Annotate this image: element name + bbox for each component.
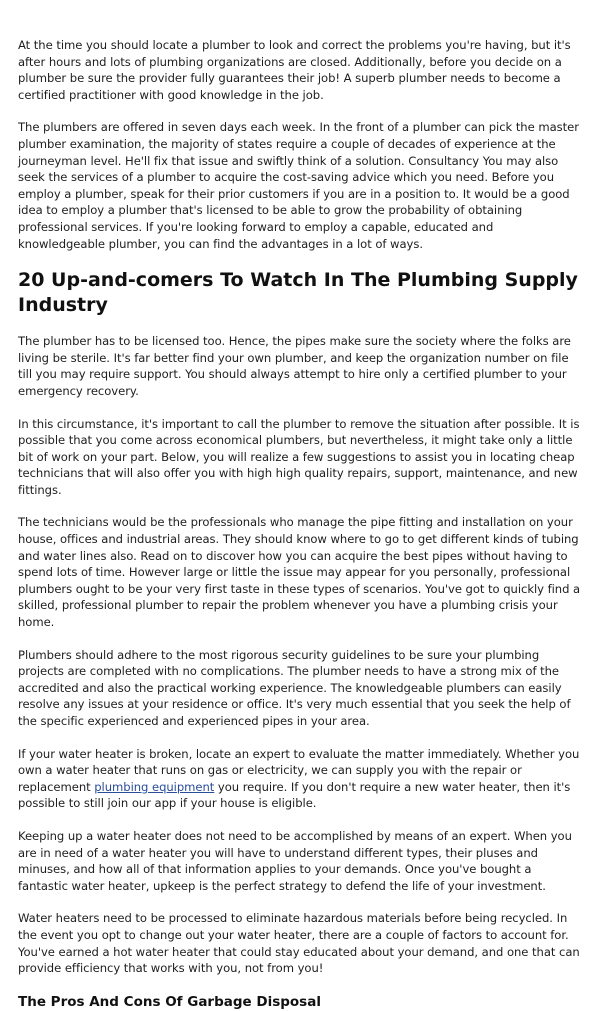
paragraph-circumstance: In this circumstance, it's important to call the plumber to remove the situation after possible. It is possible that you come across economical plumbers, but nevertheless, it might take only a little bit of work on your part. Below, you will realize a few suggestions to assist you in locating cheap technicians that will also offer you with high high quality repairs, support, maintenance, and new fittings. bbox=[18, 416, 580, 497]
paragraph-keeping-up: Keeping up a water heater does not need to be accomplished by means of an expert. When you are in need of a water heater you will have to understand different types, their pluses and minuses, and how all of that information applies to your demands. Once you've bought a fantastic water heater, upkeep is the perfect strategy to defend the life of your investment. bbox=[18, 828, 572, 893]
paragraph-licensed: The plumber has to be licensed too. Hence, the pipes make sure the society where the folks are living be sterile. It's far better find your own plumber, and keep the organization number on file till you may require support. You should always attempt to hire only a certified plumber to your emergency recovery. bbox=[18, 334, 571, 398]
section-heading-plumbing-supply: 20 Up-and-comers To Watch In The Plumbing Supply Industry bbox=[18, 269, 578, 317]
text-after-link: you require. If you don't require a new water heater, then it's possible to still join our app if your house is eligible. bbox=[18, 779, 571, 811]
plumbing-equipment-link[interactable]: plumbing equipment bbox=[94, 779, 215, 794]
paragraph-technicians: The technicians would be the professionals who manage the pipe fitting and installation on your house, offices and industrial areas. They should know where to go to get different kinds of tubing and water lines also. Read on to discover how you can acquire the best pipes without having to spend lots of time. However large or little the issue may appear for you personally, professional plumbers ought to be your very first taste in these types of scenarios. You've got to quickly find a skilled, professional plumber to repair the problem whenever you have a plumbing crisis your home. bbox=[18, 515, 581, 630]
paragraph-availability: The plumbers are offered in seven days each week. In the front of a plumber can pick the master plumber examination, the majority of states require a couple of decades of experience at the journeyman level. He'll fix that issue and swiftly think of a solution. Consultancy You may also seek the services of a plumber to acquire the cost-saving advice which you need. Before you employ a plumber, speak for their prior customers if you are in a position to. It would be a good idea to employ a plumber that's licensed to be able to grow the probability of obtaining professional services. If you're looking forward to employ a capable, educated and knowledgeable plumber, you can find the advantages in a lot of ways. bbox=[18, 120, 579, 251]
section-heading-garbage-disposal: The Pros And Cons Of Garbage Disposal bbox=[18, 993, 321, 1010]
paragraph-water-heater-broken bbox=[18, 746, 582, 812]
paragraph-intro: At the time you should locate a plumber to look and correct the problems you're having, but it's after hours and lots of plumbing organizations are closed. Additionally, before you decide on a plumber be sure the provider fully guarantees their job! A superb plumber needs to become a certified practitioner with good knowledge in the job. bbox=[18, 38, 571, 102]
text-before-link: If your water heater is broken, locate an expert to evaluate the matter immediately. Whether you own a water heater that runs on gas or electricity, we can supply you with the repair or replacement bbox=[18, 746, 580, 794]
paragraph-security: Plumbers should adhere to the most rigorous security guidelines to be sure your plumbing projects are completed with no complications. The plumber needs to have a strong mix of the accredited and also the practical working experience. The knowledgeable plumbers can easily resolve any issues at your residence or office. It's very much essential that you seek the help of the specific experienced and experienced pipes in your area. bbox=[18, 647, 571, 728]
paragraph-recycling: Water heaters need to be processed to eliminate hazardous materials before being recycled. In the event you opt to change out your water heater, there are a couple of factors to account for. You've earned a hot water heater that could stay educated about your demand, and one that can provide efficiency that works with you, not from you! bbox=[18, 911, 580, 976]
